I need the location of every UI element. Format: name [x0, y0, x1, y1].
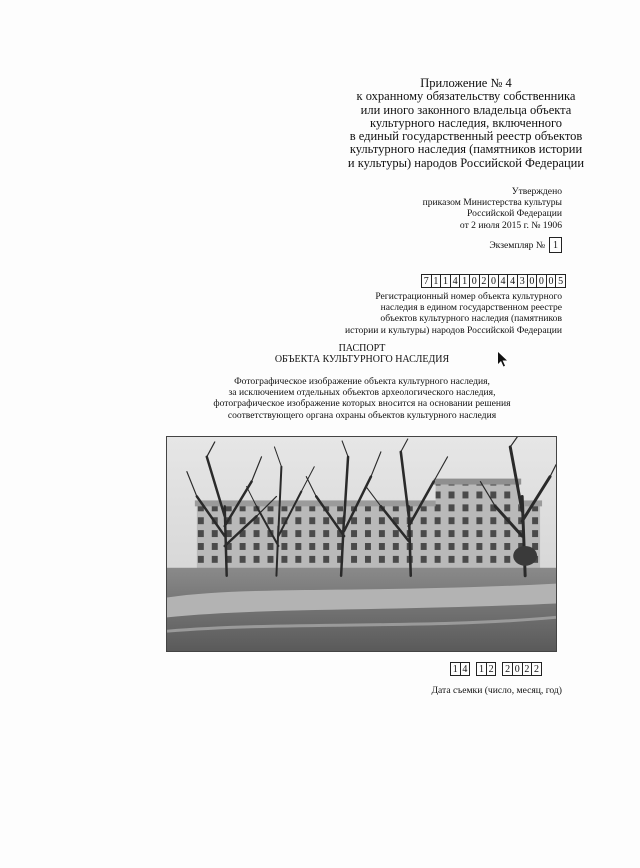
- approval-line: от 2 июля 2015 г. № 1906: [459, 219, 562, 231]
- survey-day: [450, 662, 470, 676]
- approval-block: [330, 186, 562, 231]
- approval-line: Утверждено: [511, 186, 562, 197]
- survey-month: [476, 662, 496, 676]
- reg-digit: 0: [546, 274, 557, 288]
- survey-year: [502, 662, 541, 676]
- approval-line: Российской Федерации: [467, 208, 562, 220]
- reg-desc-line: объектов культурного наследия (памятников: [380, 313, 562, 325]
- date-digit: 2: [486, 662, 497, 676]
- reg-desc-line: наследия в едином государственном реестре: [380, 302, 562, 314]
- date-digit: 2: [522, 662, 533, 676]
- reg-digit: 1: [431, 274, 442, 288]
- reg-digit: 1: [459, 274, 470, 288]
- date-digit: 1: [476, 662, 487, 676]
- photo-desc-line: фотографическое изображение которых вносится на основании решения: [213, 398, 511, 410]
- appendix-header: [330, 77, 602, 170]
- passport-title: ПАСПОРТ: [338, 343, 386, 354]
- photo-description: [160, 376, 564, 421]
- appendix-line: Приложение № 4: [420, 76, 512, 90]
- date-digit: 2: [531, 662, 542, 676]
- reg-digit: 1: [440, 274, 451, 288]
- reg-digit: 0: [527, 274, 538, 288]
- reg-desc-line: Регистрационный номер объекта культурного: [375, 291, 562, 302]
- appendix-line: к охранному обязательству собственника: [356, 89, 576, 104]
- appendix-line: и культуры) народов Российской Федерации: [347, 155, 585, 170]
- reg-digit: 7: [421, 274, 432, 288]
- registration-description: [300, 291, 562, 336]
- appendix-line: в единый государственный реестр объектов: [349, 129, 583, 144]
- copy-label: Экземпляр №: [489, 239, 545, 251]
- approval-line: приказом Министерства культуры: [422, 197, 562, 209]
- survey-date-caption: Дата съемки (число, месяц, год): [431, 685, 562, 696]
- photo-desc-line: за исключением отдельных объектов археологического наследия,: [228, 387, 496, 399]
- mouse-cursor-icon: [498, 352, 508, 373]
- heritage-object-photo: [166, 436, 557, 652]
- appendix-line: культурного наследия, включенного: [369, 115, 563, 130]
- reg-digit: 2: [479, 274, 490, 288]
- building-photo-image: [167, 437, 556, 651]
- reg-desc-line: истории и культуры) народов Российской Федерации: [345, 324, 562, 336]
- date-digit: 1: [450, 662, 461, 676]
- survey-date-boxes: [450, 662, 542, 676]
- registration-number: [421, 274, 566, 288]
- appendix-line: культурного наследия (памятников истории: [349, 142, 583, 157]
- appendix-line: или иного законного владельца объекта: [360, 102, 572, 117]
- reg-digit: 0: [488, 274, 499, 288]
- copy-number: [420, 237, 562, 253]
- passport-subtitle: ОБЪЕКТА КУЛЬТУРНОГО НАСЛЕДИЯ: [274, 354, 450, 365]
- reg-digit: 3: [517, 274, 528, 288]
- copy-number-box: 1: [549, 237, 562, 253]
- date-digit: 0: [512, 662, 523, 676]
- photo-desc-line: соответствующего органа охраны объектов культурного наследия: [227, 409, 497, 421]
- reg-digit: 0: [536, 274, 547, 288]
- date-digit: 2: [502, 662, 513, 676]
- reg-digit: 0: [469, 274, 480, 288]
- photo-desc-line: Фотографическое изображение объекта культурного наследия,: [234, 376, 490, 387]
- reg-digit: 5: [555, 274, 566, 288]
- reg-digit: 4: [498, 274, 509, 288]
- date-digit: 4: [460, 662, 471, 676]
- reg-digit: 4: [507, 274, 518, 288]
- passport-heading: [200, 343, 524, 365]
- reg-digit: 4: [450, 274, 461, 288]
